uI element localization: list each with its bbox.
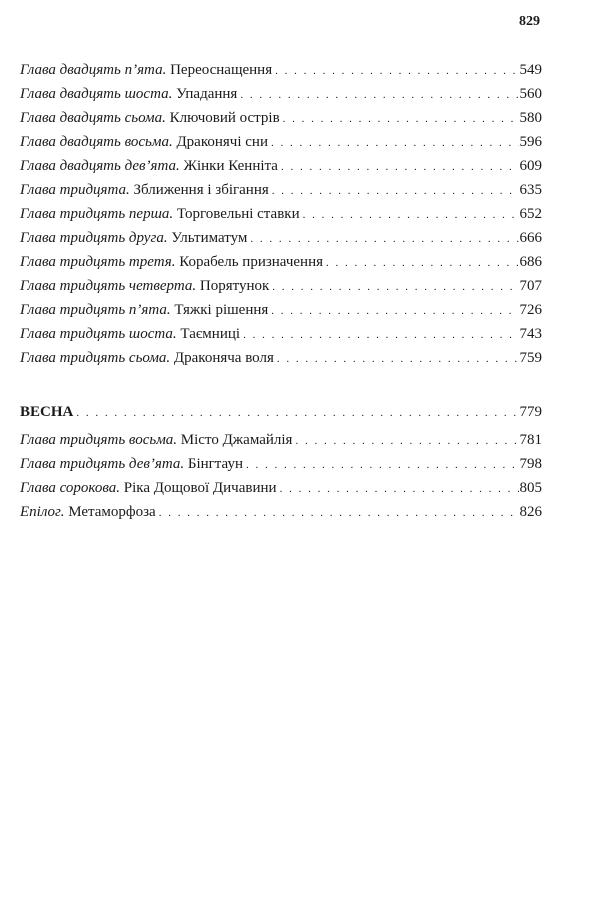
section-title: ВЕСНА — [20, 404, 74, 420]
chapter-label: Глава тридцять п’ята. — [20, 302, 171, 318]
chapter-title: Жінки Кенніта — [183, 158, 278, 174]
chapter-title: Ріка Дощової Дичавини — [123, 480, 277, 496]
dot-leader — [303, 203, 519, 227]
chapter-label: Глава двадцять дев’ята. — [20, 158, 180, 174]
toc-entry — [20, 226, 542, 250]
chapter-label: Глава тридцята. — [20, 182, 130, 198]
toc-entry — [20, 322, 542, 346]
dot-leader — [250, 227, 518, 251]
dot-leader — [271, 131, 519, 155]
toc-entry — [20, 452, 542, 476]
page-ref: 686 — [519, 254, 542, 270]
toc-entry — [20, 130, 542, 154]
dot-leader — [326, 251, 518, 275]
table-of-contents — [20, 58, 542, 524]
chapter-title: Корабель призначення — [179, 254, 324, 270]
page-ref: 635 — [519, 182, 542, 198]
toc-entry — [20, 58, 542, 82]
toc-entry — [20, 202, 542, 226]
dot-leader — [240, 83, 518, 107]
chapter-label: Глава двадцять шоста. — [20, 86, 173, 102]
page-ref: 798 — [519, 456, 542, 472]
toc-entry — [20, 274, 542, 298]
chapter-title: Драконячі сни — [176, 134, 268, 150]
toc-entry — [20, 346, 542, 370]
chapter-label: Глава тридцять дев’ята. — [20, 456, 185, 472]
toc-entry — [20, 82, 542, 106]
page-ref: 652 — [519, 206, 542, 222]
dot-leader — [246, 453, 519, 477]
chapter-label: Глава двадцять восьма. — [20, 134, 173, 150]
chapter-title: Ультиматум — [171, 230, 248, 246]
chapter-label: Глава сорокова. — [20, 480, 121, 496]
page-ref: 779 — [519, 404, 542, 420]
toc-entry — [20, 298, 542, 322]
dot-leader — [275, 59, 518, 83]
dot-leader — [76, 401, 518, 425]
chapter-title: Таємниці — [180, 326, 241, 342]
page-ref: 560 — [519, 86, 542, 102]
toc-entry — [20, 178, 542, 202]
page-ref: 666 — [519, 230, 542, 246]
chapter-title: Бінгтаун — [187, 456, 243, 472]
toc-entry — [20, 428, 542, 452]
dot-leader — [272, 275, 518, 299]
dot-leader — [159, 501, 519, 525]
dot-leader — [271, 299, 518, 323]
dot-leader — [243, 323, 518, 347]
page-number: 829 — [519, 14, 540, 29]
toc-entry — [20, 250, 542, 274]
chapter-title: Драконяча воля — [173, 350, 274, 366]
page-ref: 759 — [519, 350, 542, 366]
chapter-label: Глава тридцять друга. — [20, 230, 168, 246]
dot-leader — [280, 477, 519, 501]
chapter-title: Зближення і збігання — [133, 182, 269, 198]
page-ref: 826 — [519, 504, 542, 520]
toc-entry — [20, 500, 542, 524]
dot-leader — [295, 429, 518, 453]
chapter-label: Глава двадцять сьома. — [20, 110, 166, 126]
page-ref: 609 — [519, 158, 542, 174]
page-ref: 726 — [519, 302, 542, 318]
toc-section-entry — [20, 400, 542, 428]
page-ref: 580 — [519, 110, 542, 126]
section-spacer — [20, 370, 542, 400]
chapter-title: Порятунок — [199, 278, 270, 294]
page-ref: 707 — [519, 278, 542, 294]
dot-leader — [281, 155, 519, 179]
chapter-label: Глава тридцять перша. — [20, 206, 174, 222]
chapter-label: Глава тридцять сьома. — [20, 350, 171, 366]
chapter-title: Метаморфоза — [68, 504, 156, 520]
chapter-title: Ключовий острів — [169, 110, 280, 126]
chapter-label: Глава тридцять шоста. — [20, 326, 177, 342]
page-ref: 781 — [519, 432, 542, 448]
page-ref: 549 — [519, 62, 542, 78]
chapter-title: Місто Джамайлія — [180, 432, 293, 448]
chapter-title: Переоснащення — [170, 62, 273, 78]
page-ref: 743 — [519, 326, 542, 342]
toc-entry — [20, 476, 542, 500]
chapter-title: Тяжкі рішення — [174, 302, 269, 318]
toc-entry — [20, 106, 542, 130]
chapter-label: Глава тридцять третя. — [20, 254, 176, 270]
chapter-label: Глава двадцять п’ята. — [20, 62, 167, 78]
page-ref: 805 — [519, 480, 542, 496]
dot-leader — [272, 179, 519, 203]
dot-leader — [283, 107, 519, 131]
chapter-label: Глава тридцять четверта. — [20, 278, 197, 294]
dot-leader — [277, 347, 519, 371]
chapter-title: Упадання — [176, 86, 238, 102]
chapter-title: Торговельні ставки — [176, 206, 300, 222]
chapter-label: Глава тридцять восьма. — [20, 432, 178, 448]
toc-entry — [20, 154, 542, 178]
chapter-label: Епілог. — [20, 504, 65, 520]
page-ref: 596 — [519, 134, 542, 150]
